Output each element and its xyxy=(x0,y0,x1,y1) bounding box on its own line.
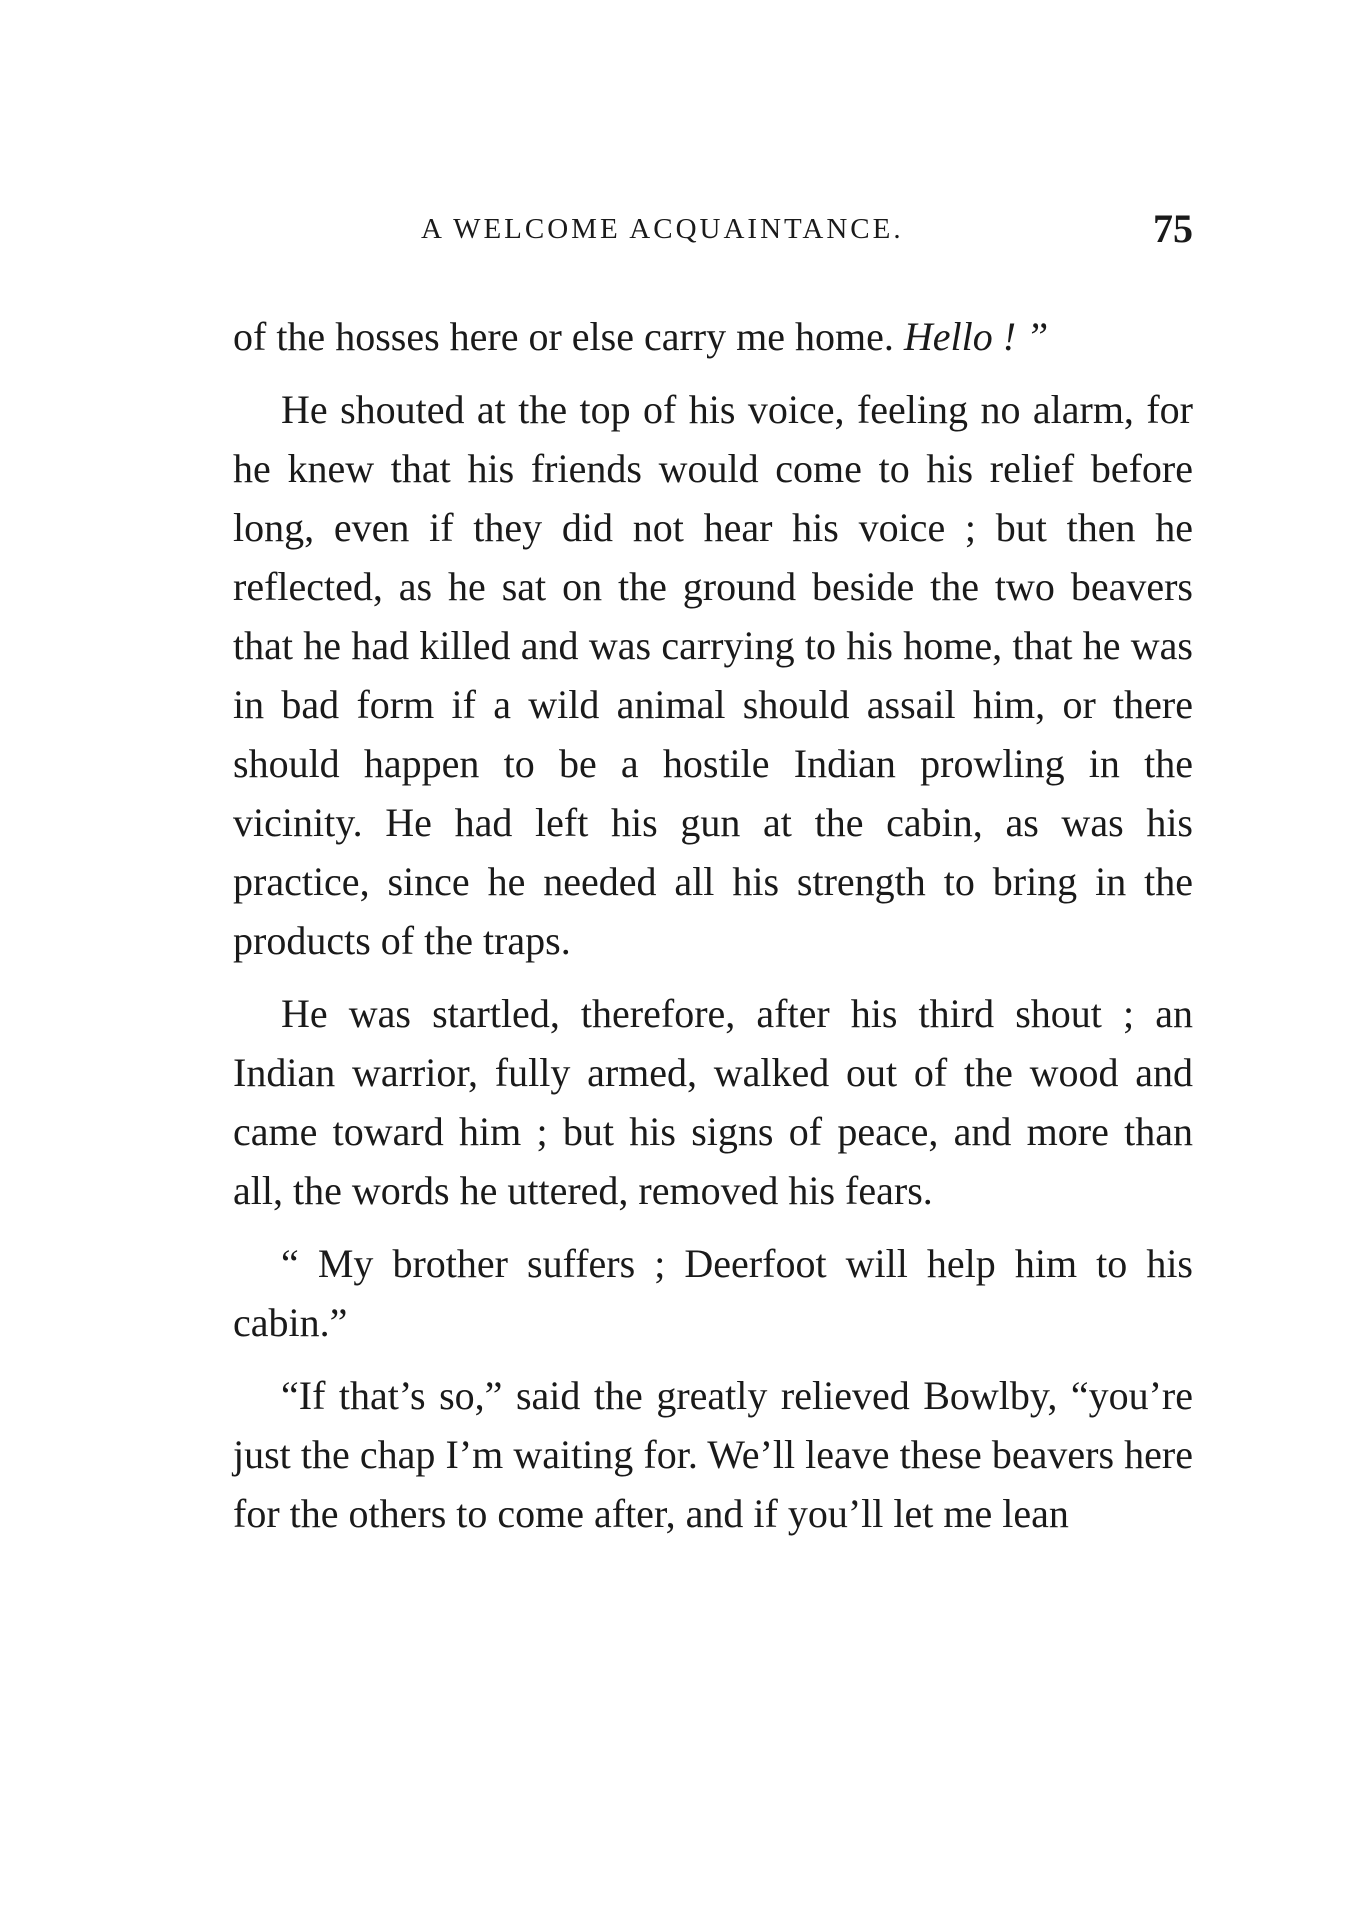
chapter-title: A WELCOME ACQUAINTANCE. xyxy=(421,213,904,245)
page-number: 75 xyxy=(1153,206,1193,251)
paragraph-1-italic: Hello ! ” xyxy=(903,314,1049,359)
paragraph-5: “If that’s so,” said the greatly relieved Bowlby, “you’re just the chap I’m waiting for. We’ll leave these beavers here for the others to come after, and if you’ll let me lean xyxy=(233,1373,1193,1536)
paragraph-4: “ My brother suffers ; Deerfoot will help him to his cabin.” xyxy=(233,1241,1193,1345)
paragraph-2: He shouted at the top of his voice, feeling no alarm, for he knew that his friends would come to his relief before long, even if they did not hear his voice ; but then he reflected, as he sat on the ground beside the two beavers that he had killed and was carrying to his home, that he was in bad form if a wild animal should assail him, or there should happen to be a hostile Indian prowling in the vicinity. He had left his gun at the cabin, as was his practice, since he needed all his strength to bring in the products of the traps. xyxy=(233,387,1193,963)
book-page xyxy=(233,205,1193,1543)
paragraph-3: He was startled, therefore, after his third shout ; an Indian warrior, fully armed, walked out of the wood and came toward him ; but his signs of peace, and more than all, the words he uttered, removed his fears. xyxy=(233,991,1193,1213)
paragraph-1-text: of the hosses here or else carry me home. xyxy=(233,314,894,359)
paragraph-1 xyxy=(233,307,1193,366)
running-head xyxy=(233,205,1193,265)
body-text xyxy=(233,307,1193,1543)
